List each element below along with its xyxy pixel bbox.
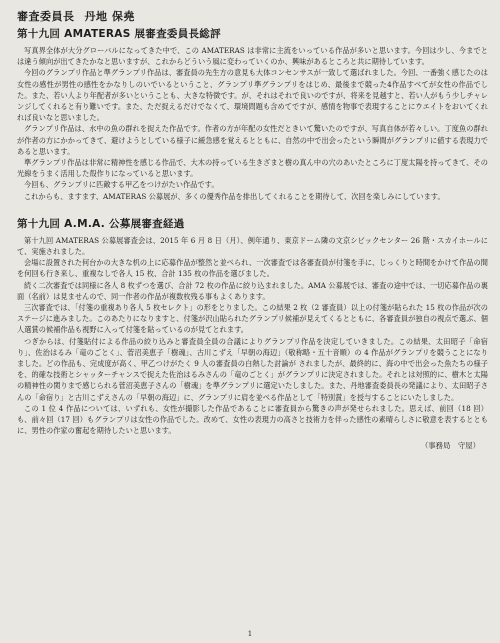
process-paragraph-3: 続く二次審査では同様に各人 8 枚ずつを選び、合計 72 枚の作品に絞り込まれました。AMA 公募展では、審査の途中では、一切応募作品の裏面（名前）は見ませんので、同一作者の作品が複数枚残る事もよくあります。 (17, 280, 488, 301)
signature: （事務局 守屋） (420, 440, 480, 450)
critique-paragraph-1: 写真界全体が大分グローバルになってきた中で、この AMATERAS は非常に主流をいっている作品が多いと思います。今回は少し、今までとは違う傾向が出てきたかなと思いますが、これからどういう風に変わっていくのか、興味があるところと共に期待しています。 (17, 46, 488, 67)
author-line (17, 8, 488, 24)
critique-paragraph-6: これからも、ますます、AMATERAS 公募展が、多くの優秀作品を排出してくれることを期待して、次回を楽しみにしています。 (24, 191, 445, 201)
page-number: 1 (247, 630, 253, 638)
critique-paragraph-2: 今回のグランプリ作品と準グランプリ作品は、審査員の先生方の意見も大体コンセンサスが一致して選ばれました。今回、一番強く感じたのは女性の感性が男性の感性をかなりしのいでいるということ、グランプリ準グランプリをはじめ、最後まで競った4作品すべてが女性の作品でした。また、若い人より年配者が多いということも、大きな特徴です。が、それはそれで良いのですが、将来を見越すと、若い人がもう少しチャレンジしてくれると有り難いです。また、ただ捉えるだけでなくて、環境問題も含めてですが、感情を物事で表現することにウエイトをおいてくれれば良いなと思いました。 (17, 68, 488, 123)
critique-body (17, 45, 488, 202)
process-paragraph-6: この 1 位 4 作品については、いずれも、女性が撮影した作品であることに審査員から驚きの声が発せられました。思えば、前回（18 回）も、前々回（17 回）もグランプリは女性の作品でした。改めて、女性の表現力の高さと技術力を伴った感性の素晴らしさに敬意を表するとともに、男性の作家の奮起を期待したいと思います。 (17, 403, 488, 436)
critique-paragraph-5: 今回も、グランプリに匹敵する甲乙をつけがたい作品です。 (24, 180, 219, 190)
critique-title: 第十九回 AMATERAS 展審査委員長総評 (17, 28, 221, 40)
author-role: 審査委員長 (17, 10, 75, 23)
process-body (17, 235, 488, 437)
process-paragraph-5: つぎからは、付箋貼付による作品の絞り込みと審査員全員の合議によりグランプリ作品を決定していきました。この結果、太田昭子「命宿り」、佐治はるみ「竜のごとく」、菅沼美恵子「樹魂」、古川こずえ「早朝の海辺」（敬称略・五十音順）の 4 作品がグランプリを競うことになりました。どの作品も、完成度が高く、甲乙つけがたく 9 人の審査員の白熱した討論が されましたが、最終的に、海の中で出会った魚たちの様子を、的確な技術とシャッターチャンスで捉えた佐治はるみさんの「竜のごとく」がグランプリに決定されました。それとは対照的に、樹木と太陽の精神性の関りまで感じられる菅沼美恵子さんの「樹魂」を準グランプリに選定いたしました。また、丹地審査委員長の発議により、太田昭子さんの「命宿り」と古川こずえさんの「早朝の海辺」に、グランプリに肩を並べる作品として「特別賞」を授与することにいたしました。 (17, 336, 488, 402)
critique-paragraph-4: 準グランプリ作品は非常に精神性を感じる作品で、大木の持っている生きざまと樹の真ん中の穴のあいたところに丁度太陽を持ってきて、その光線をうまく活用した殻作りになっていると思います。 (17, 158, 488, 179)
process-paragraph-2: 会場に設置された何台かの大きな机の上に応募作品が整然と並べられ、一次審査では各審査員が付箋を手に、じっくりと時間をかけて作品の間を何回も行き来し、重複なしで各人 15 枚、合計 135 枚の作品を選びました。 (17, 258, 488, 279)
process-title: 第十九回 A.M.A. 公募展審査経過 (17, 217, 185, 230)
critique-paragraph-3: グランプリ作品は、水中の魚の群れを捉えた作品です。作者の方が年配の女性だときいて驚いたのですが、写真自体が若々しい。丁度魚の群れが作者の方にかかってきて、避けようとしている様子に緩急感を覚えるとともに、自然の中で出会ったという瞬間がグランプリに値する表現力であると思います。 (17, 124, 488, 156)
process-paragraph-1: 第十九回 AMATERAS 公募展審査会は、2015 年 6 月 8 日（月）、例年通り、東京ドーム隣の文京シビックセンター 26 階・スカイホールにて、実施されました。 (17, 235, 488, 257)
process-paragraph-4: 三次審査では、「付箋の重複あり各人 5 枚セレクト」の形をとりました。この結果 2 枚（2 審査員）以上の付箋が貼られた 15 枚の作品が次のステージに進みました。このあたりになりますと、付箋が沢山貼られたグランプリ候補が見えてくるとともに、各審査員が独自の視点で選ぶ、個人選賞の候補作品も視野に入って付箋を貼っているのが見てとれます。 (17, 303, 488, 335)
author-name: 丹地 保堯 (84, 10, 135, 23)
